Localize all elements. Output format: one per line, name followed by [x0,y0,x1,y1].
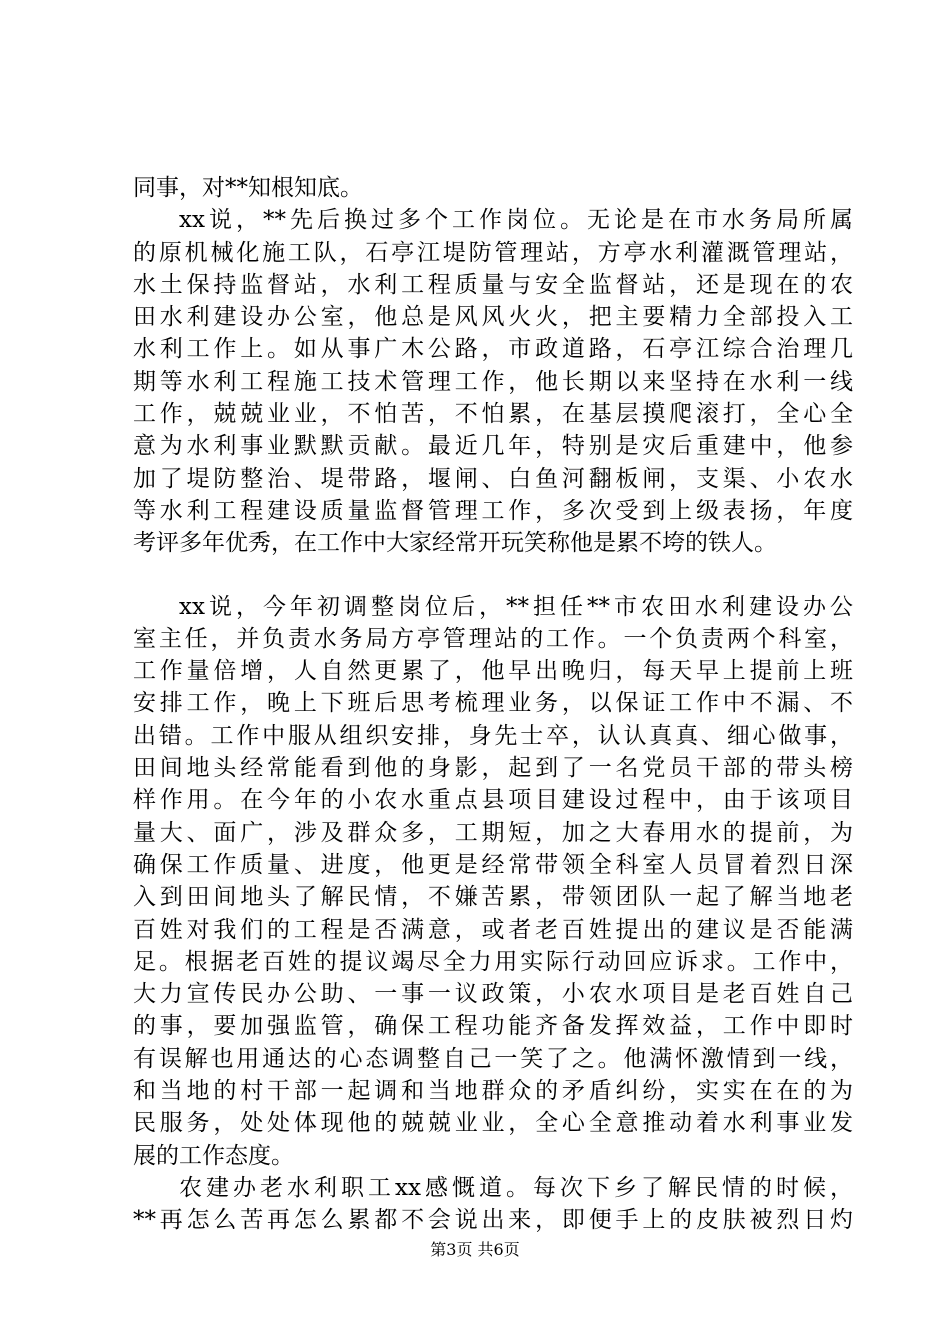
paragraph-line: 和当地的村干部一起调和当地群众的矛盾纠纷，实实在在的为 [133,1078,853,1105]
paragraph-line: 确保工作质量、进度，他更是经常带领全科室人员冒着烈日深 [133,851,853,878]
paragraph-line: 加了堤防整治、堤带路，堰闸、白鱼河翻板闸，支渠、小农水 [133,465,853,492]
document-body [133,172,853,1237]
page-footer: 第3页 共6页 [430,1240,520,1259]
paragraph-line: 出错。工作中服从组织安排，身先士卒，认认真真、细心做事， [133,722,853,749]
paragraph-line: 入到田间地头了解民情，不嫌苦累，带领团队一起了解当地老 [133,884,853,911]
paragraph-line: 意为水利事业默默贡献。最近几年，特别是灾后重建中，他参 [133,433,853,460]
paragraph-line: **再怎么苦再怎么累都不会说出来，即便手上的皮肤被烈日灼 [133,1207,853,1234]
paragraph-line: 大力宣传民办公助、一事一议政策，小农水项目是老百姓自己 [133,981,853,1008]
paragraph-line: 有误解也用通达的心态调整自己一笑了之。他满怀激情到一线， [133,1045,853,1072]
paragraph-line: 工作，兢兢业业，不怕苦，不怕累，在基层摸爬滚打，全心全 [133,401,853,428]
paragraph-line: 水土保持监督站，水利工程质量与安全监督站，还是现在的农 [133,271,853,298]
paragraph-line: 安排工作，晚上下班后思考梳理业务，以保证工作中不漏、不 [133,690,853,717]
paragraph-line: 等水利工程建设质量监督管理工作，多次受到上级表扬，年度 [133,497,853,524]
paragraph-line: 同事，对**知根知底。 [133,175,363,201]
paragraph-line: 工作量倍增，人自然更累了，他早出晚归，每天早上提前上班 [133,658,853,685]
paragraph-line: 展的工作态度。 [133,1142,294,1169]
paragraph-line: 量大、面广，涉及群众多，工期短，加之大春用水的提前，为 [133,819,853,846]
paragraph-line: xx说，今年初调整岗位后，**担任**市农田水利建设办公 [179,593,853,620]
paragraph-line: 考评多年优秀，在工作中大家经常开玩笑称他是累不垮的铁人。 [133,530,777,557]
paragraph-line: 水利工作上。如从事广木公路，市政道路，石亭江综合治理几 [133,336,853,363]
paragraph-line: 田水利建设办公室，他总是风风火火，把主要精力全部投入工 [133,304,853,331]
paragraph-line: 足。根据老百姓的提议竭尽全力用实际行动回应诉求。工作中， [133,948,853,975]
paragraph-line: 百姓对我们的工程是否满意，或者老百姓提出的建议是否能满 [133,916,853,943]
paragraph-gap [133,560,853,591]
paragraph-line: 民服务，处处体现他的兢兢业业，全心全意推动着水利事业发 [133,1110,853,1137]
paragraph-line: 室主任，并负责水务局方亭管理站的工作。一个负责两个科室， [133,625,853,652]
paragraph-line: 期等水利工程施工技术管理工作，他长期以来坚持在水利一线 [133,368,853,395]
paragraph-line: 的原机械化施工队，石亭江堤防管理站，方亭水利灌溉管理站， [133,239,853,266]
paragraph-line: 农建办老水利职工xx感慨道。每次下乡了解民情的时候， [179,1174,853,1201]
paragraph-line: 田间地头经常能看到他的身影，起到了一名党员干部的带头榜 [133,755,853,782]
paragraph-line: xx说，**先后换过多个工作岗位。无论是在市水务局所属 [179,207,853,234]
paragraph-line: 样作用。在今年的小农水重点县项目建设过程中，由于该项目 [133,787,853,814]
paragraph-line: 的事，要加强监管，确保工程功能齐备发挥效益，工作中即时 [133,1013,853,1040]
